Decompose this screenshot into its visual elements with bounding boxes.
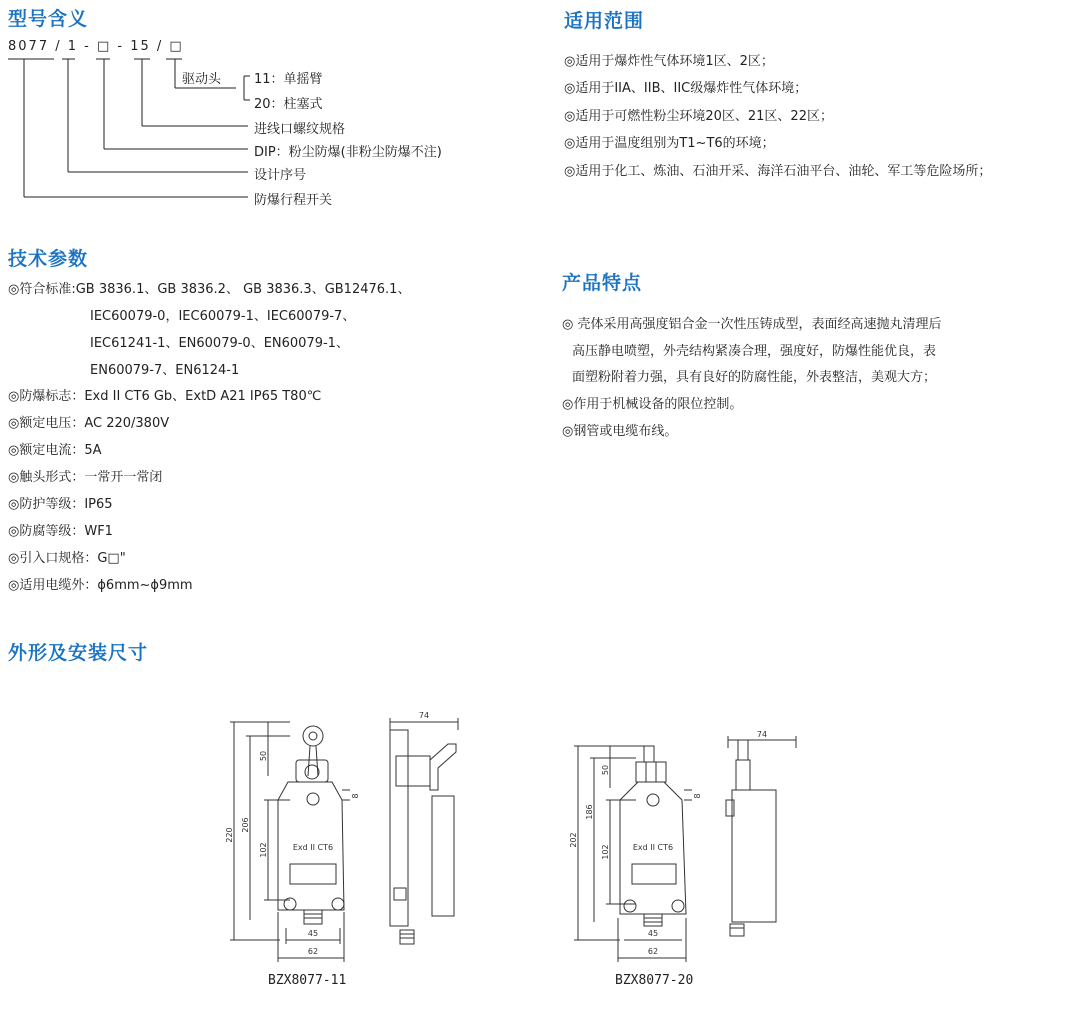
switch-label: 防爆行程开关 [254, 193, 333, 208]
dim-102: 102 [601, 844, 610, 860]
tech-line: ◎防护等级：IP65 [8, 497, 113, 512]
scope-item: ◎适用于IIA、IIB、IIC级爆炸性气体环境； [564, 81, 808, 96]
feature-line: 高压静电喷塑，外壳结构紧凑合理，强度好，防爆性能优良，表 [572, 344, 937, 359]
option-11-label: 11：单摇臂 [254, 72, 323, 87]
body-marking: Exd II CT6 [632, 843, 674, 852]
tech-line: ◎触头形式：一常开一常闭 [8, 470, 163, 485]
tech-line: ◎防爆标志：Exd II CT6 Gb、ExtD A21 IP65 T80℃ [8, 389, 322, 404]
thread-label: 进线口螺纹规格 [254, 122, 346, 137]
dim-186: 186 [585, 804, 594, 820]
tech-line: ◎适用电缆外：ϕ6mm~ϕ9mm [8, 578, 193, 593]
scope-item: ◎适用于可燃性粉尘环境20区、21区、22区； [564, 109, 833, 124]
scope-title: 适用范围 [564, 10, 645, 32]
dim-62: 62 [647, 947, 659, 956]
dim-50: 50 [601, 764, 610, 776]
driver-head-label: 驱动头 [182, 72, 222, 87]
option-20-label: 20：柱塞式 [254, 97, 323, 112]
caption-bzx8077-20: BZX8077-20 [615, 973, 694, 988]
caption-bzx8077-11: BZX8077-11 [268, 973, 347, 988]
tech-title: 技术参数 [8, 248, 89, 270]
body-marking: Exd II CT6 [292, 843, 334, 852]
tech-line: ◎额定电流：5A [8, 443, 102, 458]
dip-label: DIP：粉尘防爆(非粉尘防爆不注) [254, 145, 442, 160]
tech-line: ◎防腐等级：WF1 [8, 524, 113, 539]
scope-item: ◎适用于温度组别为T1~T6的环境； [564, 136, 775, 151]
dimensions-title: 外形及安装尺寸 [8, 642, 149, 664]
dim-202: 202 [569, 832, 578, 848]
drawing-bzx8077-20 [560, 728, 800, 976]
dim-206: 206 [241, 817, 250, 833]
serial-label: 设计序号 [254, 168, 307, 183]
model-code: 8077 / 1 - □ - 15 / □ [8, 39, 184, 54]
tech-line: ◎符合标准:GB 3836.1、GB 3836.2、 GB 3836.3、GB12476.1、 [8, 282, 411, 297]
tech-line: IEC61241-1、EN60079-0、EN60079-1、 [90, 336, 349, 351]
tech-line: ◎引入口规格：G□" [8, 551, 126, 566]
dim-8: 8 [351, 793, 360, 799]
dim-8: 8 [693, 793, 702, 799]
feature-line: ◎作用于机械设备的限位控制。 [562, 397, 743, 412]
dim-102: 102 [259, 842, 268, 858]
tech-line: ◎额定电压：AC 220/380V [8, 416, 170, 431]
feature-line: ◎钢管或电缆布线。 [562, 424, 678, 439]
tech-line: EN60079-7、EN6124-1 [90, 363, 240, 378]
model-title: 型号含义 [8, 8, 89, 30]
dim-62: 62 [307, 947, 319, 956]
dim-45: 45 [647, 929, 659, 938]
model-code-diagram [0, 0, 480, 210]
tech-line: IEC60079-0，IEC60079-1、IEC60079-7、 [90, 309, 356, 324]
features-title: 产品特点 [562, 272, 643, 294]
scope-item: ◎适用于化工、炼油、石油开采、海洋石油平台、油轮、军工等危险场所； [564, 164, 992, 179]
dim-74: 74 [756, 730, 768, 739]
dim-45: 45 [307, 929, 319, 938]
dim-50: 50 [259, 750, 268, 762]
feature-line: 面塑粉附着力强，具有良好的防腐性能，外表整洁，美观大方； [572, 370, 937, 385]
dim-220: 220 [225, 827, 234, 843]
drawing-bzx8077-11 [220, 700, 480, 975]
scope-item: ◎适用于爆炸性气体环境1区、2区； [564, 54, 774, 69]
feature-line: ◎ 壳体采用高强度铝合金一次性压铸成型，表面经高速抛丸清理后 [562, 317, 942, 332]
dim-74: 74 [418, 711, 430, 720]
